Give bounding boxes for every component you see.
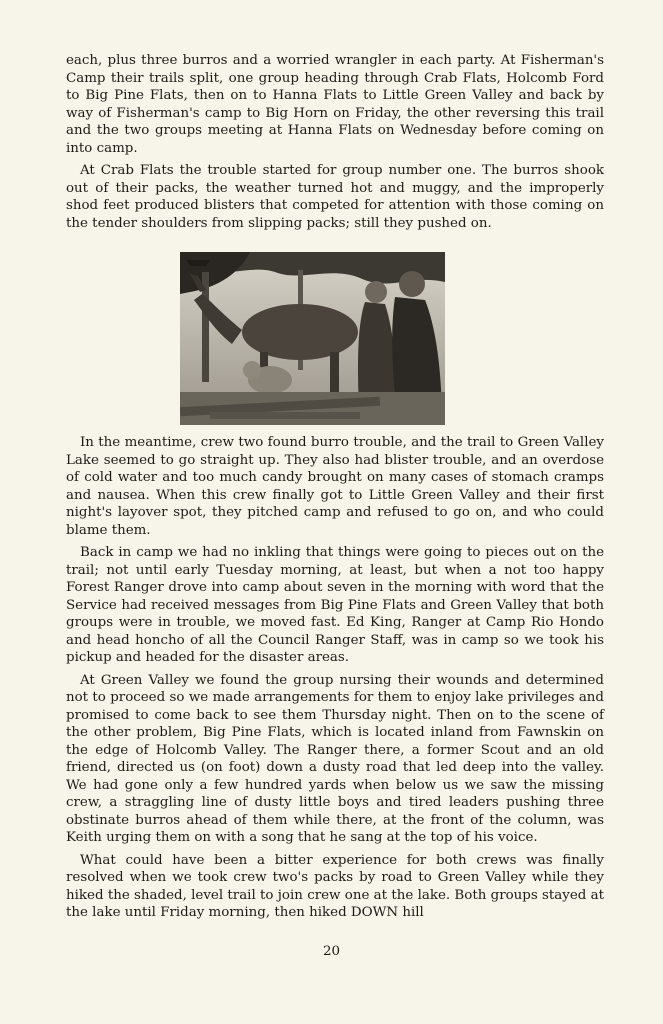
text-block-top	[66, 52, 604, 232]
text-block-bottom	[66, 434, 604, 922]
page-number: 20	[322, 944, 341, 959]
paragraph: What could have been a bitter experience for both crews was finally resolved when we took crew two's packs by road to Green Valley while they hiked the shaded, level trail to join crew one at the lake. Both groups stayed at the lake until Friday morning, then hiked DOWN hill	[66, 852, 604, 920]
burro-photograph	[180, 252, 445, 425]
paragraph: Back in camp we had no inkling that things were going to pieces out on the trail; not until early Tuesday morning, at least, but when a not too happy Forest Ranger drove into camp about seven in the morning with word that the Service had received messages from Big Pine Flats and Green Valley that both groups were in trouble, we moved fast. Ed King, Ranger at Camp Rio Hondo and head honcho of all the Council Ranger Staff, was in camp so we took his pickup and headed for the disaster areas.	[66, 545, 604, 665]
paragraph: In the meantime, crew two found burro trouble, and the trail to Green Valley Lake seemed to go straight up. They also had blister trouble, and an overdose of cold water and too much candy brought on many cases of stomach cramps and nausea. When this crew finally got to Little Green Valley and their first night's layover spot, they pitched camp and refused to go on, and who could blame them.	[66, 435, 604, 538]
paragraph: At Green Valley we found the group nursing their wounds and determined not to proceed so we made arrangements for them to enjoy lake privileges and promised to come back to see them Thursday night. Then on to the scene of the other problem, Big Pine Flats, which is located inland from Fawnskin on the edge of Holcomb Valley. The Ranger there, a former Scout and an old friend, directed us (on foot) down a dusty road that led deep into the valley. We had gone only a few hundred yards when below us we saw the missing crew, a straggling line of dusty little boys and tired leaders pushing three obstinate burros ahead of them while there, at the front of the column, was Keith urging them on with a song that he sang at the top of his voice.	[66, 672, 604, 845]
paragraph: At Crab Flats the trouble started for group number one. The burros shook out of their packs, the weather turned hot and muggy, and the improperly shod feet produced blisters that competed for attention with those coming on the tender shoulders from slipping packs; still they pushed on.	[66, 163, 604, 231]
photo-illustration	[180, 252, 445, 425]
paragraph: each, plus three burros and a worried wrangler in each party. At Fisherman's Camp their trails split, one group heading through Crab Flats, Holcomb Ford to Big Pine Flats, then on to Hanna Flats to Little Green Valley and back by way of Fisherman's camp to Big Horn on Friday, the other reversing this trail and the two groups meeting at Hanna Flats on Wednesday before coming on into camp.	[66, 53, 604, 156]
